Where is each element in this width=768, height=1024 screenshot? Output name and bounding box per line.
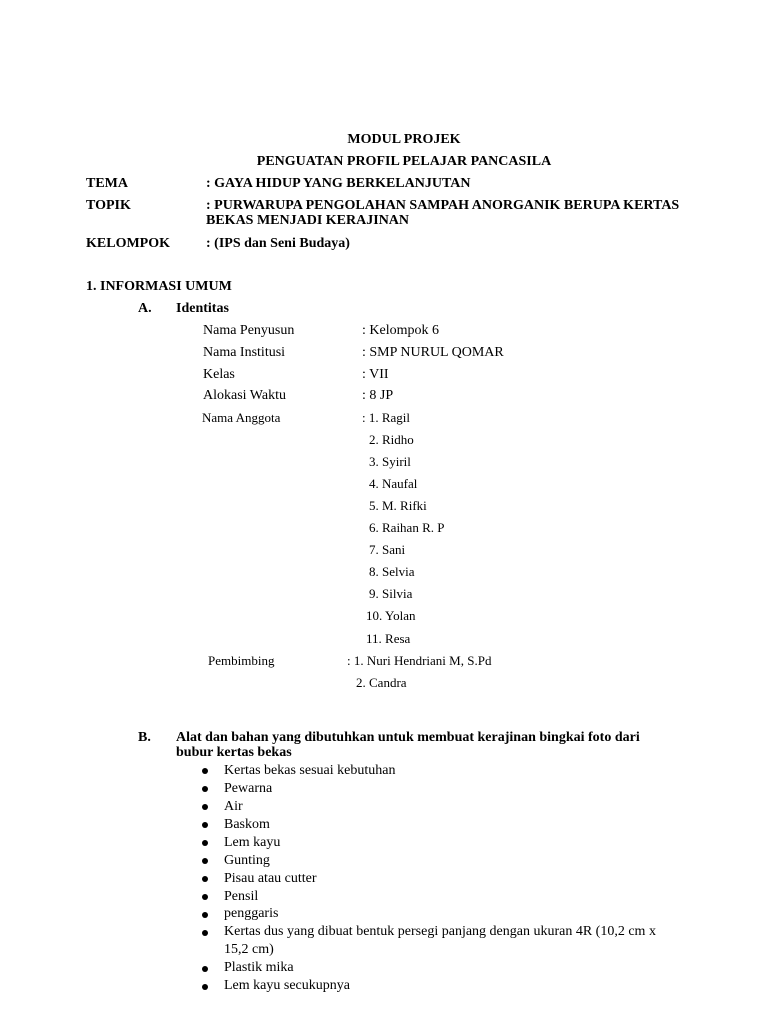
bullet-icon (202, 858, 208, 864)
list-item: Baskom (224, 817, 270, 832)
list-item-continuation: 15,2 cm) (224, 942, 274, 957)
kelompok-value: : (IPS dan Seni Budaya) (206, 236, 350, 251)
subsection-a-marker: A. (138, 301, 152, 316)
topik-value-line1: : PURWARUPA PENGOLAHAN SAMPAH ANORGANIK BERUPA KERTAS (206, 198, 680, 213)
identity-label-kelas: Kelas (203, 367, 235, 382)
list-item: Pensil (224, 889, 259, 904)
identity-value-alokasi: : 8 JP (362, 388, 394, 403)
list-item: Pewarna (224, 781, 273, 796)
member-item: 11. Resa (366, 631, 411, 646)
identity-label-alokasi: Alokasi Waktu (203, 388, 286, 403)
pembimbing-value: : 1. Nuri Hendriani M, S.Pd (347, 653, 492, 668)
pembimbing-value-2: 2. Candra (356, 675, 407, 690)
doc-title-line2: PENGUATAN PROFIL PELAJAR PANCASILA (256, 154, 552, 169)
bullet-icon (202, 984, 208, 990)
identity-value-institusi: : SMP NURUL QOMAR (362, 345, 504, 360)
list-item: Pisau atau cutter (224, 871, 317, 886)
identity-value-penyusun: : Kelompok 6 (362, 323, 439, 338)
pembimbing-label: Pembimbing (208, 653, 275, 668)
subsection-b-title-line1: Alat dan bahan yang dibutuhkan untuk membuat kerajinan bingkai foto dari (176, 730, 640, 745)
list-item: Kertas bekas sesuai kebutuhan (224, 763, 396, 778)
subsection-b-title-line2: bubur kertas bekas (176, 745, 292, 760)
member-item: 10. Yolan (366, 608, 416, 623)
member-item: 5. M. Rifki (369, 498, 427, 513)
bullet-icon (202, 894, 208, 900)
member-item: 2. Ridho (369, 432, 414, 447)
identity-value-kelas: : VII (362, 367, 389, 382)
list-item: Lem kayu secukupnya (224, 978, 350, 993)
doc-title-line1: MODUL PROJEK (347, 132, 461, 147)
topik-label: TOPIK (86, 198, 131, 213)
member-item: 8. Selvia (369, 564, 415, 579)
bullet-icon (202, 912, 208, 918)
bullet-icon (202, 930, 208, 936)
bullet-icon (202, 804, 208, 810)
member-item: 4. Naufal (369, 476, 418, 491)
list-item: Lem kayu (224, 835, 281, 850)
bullet-icon (202, 876, 208, 882)
identity-value-anggota: : 1. Ragil (362, 410, 411, 425)
tema-label: TEMA (86, 176, 128, 191)
topik-value-line2: BEKAS MENJADI KERAJINAN (206, 213, 410, 228)
member-item: 9. Silvia (369, 586, 413, 601)
member-item: 7. Sani (369, 542, 406, 557)
bullet-icon (202, 786, 208, 792)
bullet-icon (202, 822, 208, 828)
identity-label-institusi: Nama Institusi (203, 345, 286, 360)
subsection-a-title: Identitas (176, 301, 229, 316)
list-item: Gunting (224, 853, 270, 868)
list-item: Plastik mika (224, 960, 294, 975)
member-item: 6. Raihan R. P (369, 520, 445, 535)
member-item: 3. Syiril (369, 454, 411, 469)
bullet-icon (202, 840, 208, 846)
list-item: Kertas dus yang dibuat bentuk persegi panjang dengan ukuran 4R (10,2 cm x (224, 924, 656, 939)
bullet-icon (202, 768, 208, 774)
identity-label-anggota: Nama Anggota (202, 410, 281, 425)
list-item: penggaris (224, 906, 279, 921)
kelompok-label: KELOMPOK (86, 236, 170, 251)
bullet-icon (202, 966, 208, 972)
subsection-b-marker: B. (138, 730, 151, 745)
list-item: Air (224, 799, 243, 814)
section1-heading: 1. INFORMASI UMUM (86, 279, 232, 294)
tema-value: : GAYA HIDUP YANG BERKELANJUTAN (206, 176, 471, 191)
identity-label-penyusun: Nama Penyusun (203, 323, 295, 338)
